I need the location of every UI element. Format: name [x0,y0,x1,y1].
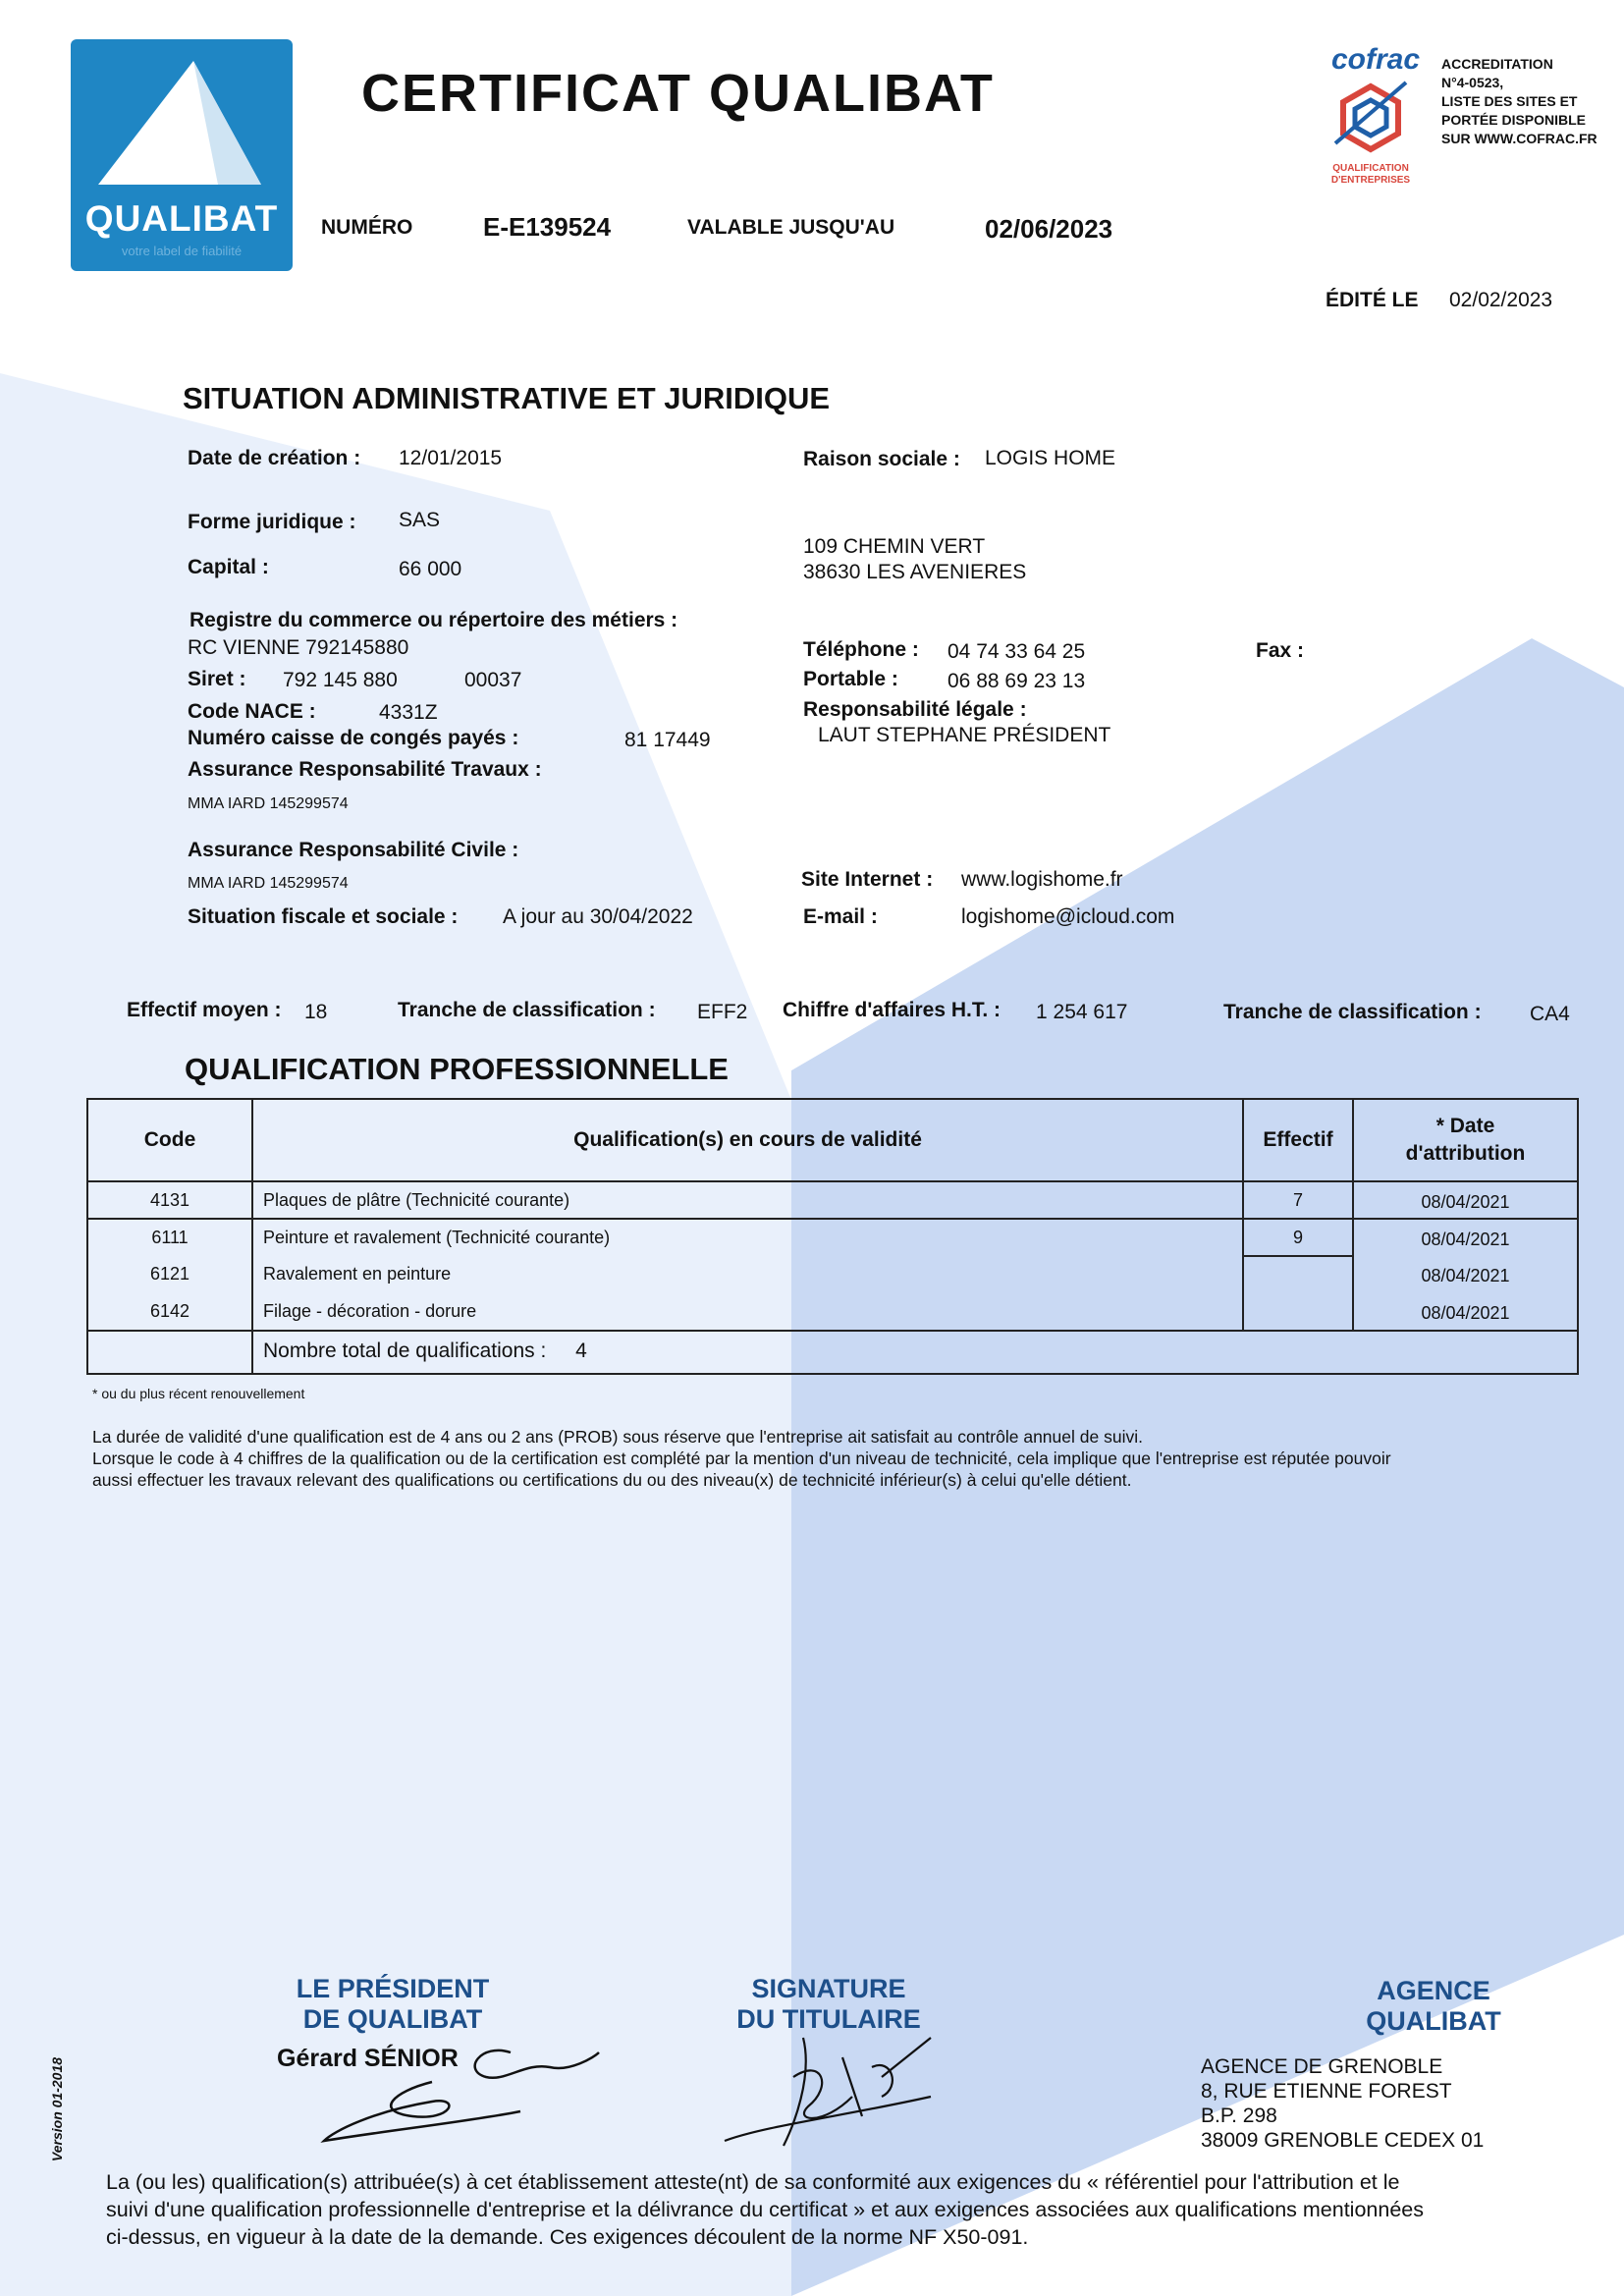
valable-label: VALABLE JUSQU'AU [687,216,895,239]
tranche1-value: EFF2 [697,1001,748,1023]
accreditation-line: ACCREDITATION [1441,56,1553,72]
table-total-row [87,1331,1578,1374]
forme-label: Forme juridique : [188,511,356,533]
footer-line-2: suivi d'une qualification professionnelle d'entreprise et la délivrance du certificat » et aux exigences associées aux qualifications mentionnées [106,2198,1424,2221]
ass-travaux-value: MMA IARD 145299574 [188,795,349,812]
caisse-value: 81 17449 [624,729,711,751]
validity-note-3: aussi effectuer les travaux relevant des qualifications ou certifications du ou des niveau(x) de technicité inférieur(s) à celui qu'elle détient. [92,1470,1132,1490]
qualification-table [86,1098,1579,1375]
raison-value: LOGIS HOME [985,447,1116,469]
agence-heading [1316,1976,1551,2037]
cofrac-logo: cofrac [1331,43,1421,76]
total-label: Nombre total de qualifications : [263,1339,547,1362]
table-row [87,1219,1578,1256]
ass-civile-label: Assurance Responsabilité Civile : [188,839,519,861]
portable-value: 06 88 69 23 13 [947,670,1086,692]
tranche2-label: Tranche de classification : [1223,1001,1482,1023]
titulaire-heading-line1: SIGNATURE [751,1974,906,2003]
agence-address [1201,2054,1484,2153]
siret-value: 792 145 880 [283,669,398,691]
tranche2-value: CA4 [1530,1003,1570,1025]
resp-label: Responsabilité légale : [803,698,1027,721]
fiscale-value: A jour au 30/04/2022 [503,905,693,928]
row-date: 08/04/2021 [1353,1181,1578,1219]
row-date: 08/04/2021 [1353,1256,1578,1293]
valable-value: 02/06/2023 [985,214,1113,244]
registre-value: RC VIENNE 792145880 [188,636,409,659]
numero-value: E-E139524 [483,212,612,242]
logo-word: QUALIBAT [84,198,279,239]
accreditation-text [1441,55,1624,148]
row-date: 08/04/2021 [1353,1293,1578,1331]
accreditation-line: PORTÉE DISPONIBLE [1441,112,1587,128]
edite-value: 02/02/2023 [1449,289,1553,311]
tel-value: 04 74 33 64 25 [947,640,1086,663]
validity-note-1: La durée de validité d'une qualification est de 4 ans ou 2 ans (PROB) sous réserve que l'entreprise ait satisfait au contrôle annuel de suivi. [92,1427,1143,1447]
col-date-line1: * Date [1435,1115,1495,1137]
tel-label: Téléphone : [803,638,919,661]
ca-label: Chiffre d'affaires H.T. : [783,999,1001,1021]
accreditation-line: LISTE DES SITES ET [1441,93,1578,109]
cofrac-subtitle: QUALIFICATION D'ENTREPRISES [1330,163,1411,186]
table-row [87,1181,1578,1219]
site-value: www.logishome.fr [961,868,1123,891]
date-creation-value: 12/01/2015 [399,447,503,469]
cofrac-emblem-icon [1331,79,1410,161]
logo-tagline: votre label de fiabilité [121,244,243,258]
address-line1: 109 CHEMIN VERT [803,535,986,558]
effectif-value: 18 [304,1001,328,1023]
total-value: 4 [575,1339,587,1362]
agence-address-line: 38009 GRENOBLE CEDEX 01 [1201,2129,1485,2152]
address-line2: 38630 LES AVENIERES [803,561,1027,583]
qualification-heading: QUALIFICATION PROFESSIONNELLE [185,1052,729,1086]
row-code: 4131 [87,1181,252,1219]
row-label: Ravalement en peinture [252,1256,1243,1293]
total-empty-cell [87,1331,252,1374]
portable-label: Portable : [803,668,898,690]
agence-address-line: B.P. 298 [1201,2105,1277,2127]
page-title: CERTIFICAT QUALIBAT [361,64,995,123]
resp-value: LAUT STEPHANE PRÉSIDENT [818,724,1111,746]
row-label: Peinture et ravalement (Technicité courante) [252,1219,1243,1256]
row-effectif: 7 [1243,1181,1353,1219]
ass-civile-value: MMA IARD 145299574 [188,875,349,892]
row-date: 08/04/2021 [1353,1219,1578,1256]
date-footnote: * ou du plus récent renouvellement [92,1386,305,1401]
accreditation-line: N°4-0523, [1441,75,1504,90]
col-date [1353,1099,1578,1181]
qualibat-logo [71,39,293,271]
president-name: Gérard SÉNIOR [277,2045,459,2072]
col-code: Code [87,1099,252,1181]
fiscale-label: Situation fiscale et sociale : [188,905,459,928]
site-label: Site Internet : [801,868,934,891]
president-heading-line2: DE QUALIBAT [302,2004,483,2034]
nace-value: 4331Z [379,701,438,724]
ass-travaux-label: Assurance Responsabilité Travaux : [188,758,542,781]
validity-note-2: Lorsque le code à 4 chiffres de la qualification ou de la certification est complété par la mention d'un niveau de technicité, cela implique que l'entreprise est réputée pouvoir [92,1449,1391,1468]
tranche1-label: Tranche de classification : [398,999,656,1021]
siret-label: Siret : [188,668,246,690]
footer-line-1: La (ou les) qualification(s) attribuée(s) à cet établissement atteste(nt) de sa conformité aux exigences du « référentiel pour l'attribution et le [106,2170,1400,2194]
edite-label: ÉDITÉ LE [1326,289,1419,311]
email-value: logishome@icloud.com [961,905,1175,928]
numero-label: NUMÉRO [321,216,413,239]
date-creation-label: Date de création : [188,447,361,469]
pyramid-icon [71,39,293,196]
capital-label: Capital : [188,556,269,578]
siret-suffix: 00037 [464,669,522,691]
col-date-line2: d'attribution [1405,1142,1526,1165]
agence-address-line: AGENCE DE GRENOBLE [1201,2055,1443,2078]
row-effectif [1243,1293,1353,1331]
capital-value: 66 000 [399,558,462,580]
col-qualification: Qualification(s) en cours de validité [252,1099,1243,1181]
table-row [87,1293,1578,1331]
ca-value: 1 254 617 [1036,1001,1128,1023]
row-effectif [1243,1256,1353,1293]
titulaire-heading-line2: DU TITULAIRE [736,2004,921,2034]
version-label: Version 01-2018 [49,2056,65,2162]
registre-label: Registre du commerce ou répertoire des métiers : [189,609,678,631]
situation-heading: SITUATION ADMINISTRATIVE ET JURIDIQUE [183,381,831,415]
titulaire-signature [705,2018,960,2156]
row-code: 6121 [87,1256,252,1293]
effectif-label: Effectif moyen : [127,999,282,1021]
president-signature [314,2023,609,2170]
col-effectif: Effectif [1243,1099,1353,1181]
nace-label: Code NACE : [188,700,316,723]
row-code: 6111 [87,1219,252,1256]
table-row [87,1256,1578,1293]
raison-label: Raison sociale : [803,448,960,470]
agence-address-line: 8, RUE ETIENNE FOREST [1201,2080,1452,2103]
email-label: E-mail : [803,905,878,928]
president-heading-line1: LE PRÉSIDENT [296,1974,490,2003]
agence-heading-line1: AGENCE [1377,1976,1490,2005]
agence-heading-line2: QUALIBAT [1366,2006,1501,2036]
row-code: 6142 [87,1293,252,1331]
footer-line-3: ci-dessus, en vigueur à la date de la demande. Ces exigences découlent de la norme NF X50-091. [106,2225,1029,2249]
table-header-row [87,1099,1578,1181]
fax-label: Fax : [1256,639,1305,662]
forme-value: SAS [399,509,441,531]
accreditation-line: SUR WWW.COFRAC.FR [1441,131,1597,146]
row-effectif: 9 [1243,1219,1353,1256]
row-label: Plaques de plâtre (Technicité courante) [252,1181,1243,1219]
row-label: Filage - décoration - dorure [252,1293,1243,1331]
caisse-label: Numéro caisse de congés payés : [188,727,519,749]
total-cell [252,1331,1578,1374]
